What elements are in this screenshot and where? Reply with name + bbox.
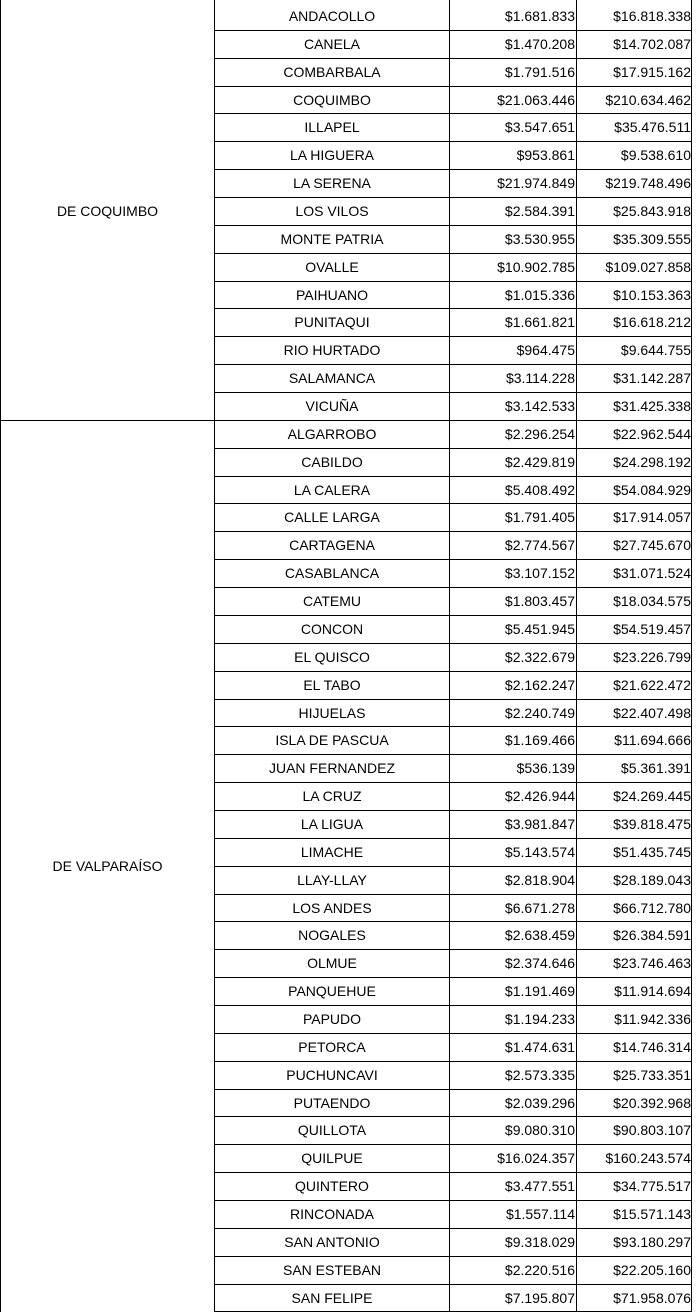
amount-total: $90.803.107 [613, 1122, 691, 1138]
amount-total: $24.269.445 [613, 788, 691, 804]
commune-name: OLMUE [307, 955, 357, 971]
commune-name: PETORCA [298, 1039, 366, 1055]
amount-value: $3.530.955 [504, 231, 575, 247]
amount-total: $15.571.143 [613, 1206, 691, 1222]
amount-value: $2.039.296 [504, 1094, 575, 1111]
amount-value: $3.114.228 [505, 370, 575, 386]
commune-name: CARTAGENA [289, 537, 375, 553]
commune-name: RIO HURTADO [283, 342, 381, 358]
amount-total: $160.243.574 [605, 1150, 691, 1166]
amount-total: $9.538.610 [620, 147, 691, 163]
amount-total: $210.634.462 [605, 91, 691, 108]
amount-value: $536.139 [516, 760, 575, 776]
amount-total: $22.962.544 [613, 426, 691, 442]
amount-value: $2.774.567 [504, 537, 575, 553]
amount-value: $3.142.533 [504, 398, 575, 414]
commune-name: SAN FELIPE [291, 1289, 373, 1306]
amount-value: $964.475 [516, 342, 575, 358]
commune-name: SAN ANTONIO [284, 1234, 380, 1250]
amount-value: $9.318.029 [504, 1234, 575, 1250]
amount-total: $31.425.338 [613, 398, 691, 414]
commune-name: LOS VILOS [295, 203, 369, 219]
commune-name: PANQUEHUE [288, 983, 376, 999]
commune-name: CABILDO [301, 454, 363, 470]
amount-total: $51.435.745 [613, 844, 691, 860]
amount-value: $1.470.208 [504, 36, 575, 52]
amount-total: $24.298.192 [613, 454, 691, 470]
amount-value: $2.818.904 [504, 872, 575, 888]
commune-name: ILLAPEL [304, 119, 360, 135]
commune-name: CANELA [303, 36, 361, 52]
amount-value: $2.162.247 [504, 677, 575, 693]
commune-name: ANDACOLLO [288, 8, 376, 24]
amount-total: $25.733.351 [613, 1067, 691, 1083]
amount-value: $3.107.152 [504, 565, 575, 581]
amount-value: $7.195.807 [504, 1289, 575, 1306]
amount-value: $953.861 [516, 147, 575, 163]
amount-value: $2.296.254 [504, 426, 575, 442]
amount-value: $1.681.833 [504, 8, 575, 24]
amount-total: $16.618.212 [613, 314, 691, 330]
commune-name: LA SERENA [293, 175, 371, 191]
amount-total: $27.745.670 [613, 537, 691, 553]
commune-name: COQUIMBO [293, 91, 371, 108]
amount-value: $1.557.114 [505, 1206, 575, 1222]
amount-value: $3.981.847 [504, 816, 575, 832]
amount-value: $1.803.457 [504, 593, 575, 609]
amount-total: $26.384.591 [613, 927, 691, 943]
commune-name: ISLA DE PASCUA [275, 732, 389, 748]
amount-value: $5.408.492 [504, 481, 575, 498]
amount-value: $2.374.646 [504, 955, 575, 971]
amount-total: $14.702.087 [613, 36, 691, 52]
commune-name: LA CRUZ [302, 788, 362, 804]
commune-name: CASABLANCA [284, 565, 380, 581]
amount-value: $9.080.310 [504, 1122, 575, 1138]
commune-name: LOS ANDES [292, 899, 372, 916]
commune-name: COMBARBALA [283, 64, 381, 80]
amount-value: $1.191.469 [504, 983, 575, 999]
amount-value: $3.547.651 [504, 119, 575, 135]
amount-total: $16.818.338 [613, 8, 691, 24]
amount-total: $5.361.391 [620, 760, 691, 776]
amount-total: $11.694.666 [614, 732, 691, 748]
amount-total: $11.942.336 [614, 1011, 691, 1027]
amount-total: $22.407.498 [613, 704, 691, 721]
commune-name: EL QUISCO [294, 649, 370, 665]
amount-value: $21.974.849 [497, 175, 575, 191]
amount-total: $54.519.457 [613, 621, 691, 637]
amount-value: $1.194.233 [504, 1011, 575, 1027]
commune-name: OVALLE [305, 259, 359, 275]
amount-total: $35.309.555 [613, 231, 691, 247]
commune-name: CATEMU [302, 593, 362, 609]
commune-name: VICUÑA [305, 398, 359, 414]
commune-name: QUILPUE [301, 1150, 363, 1166]
commune-name: JUAN FERNANDEZ [268, 760, 395, 776]
commune-name: RINCONADA [289, 1206, 374, 1222]
amount-total: $10.153.363 [613, 286, 691, 303]
commune-name: LA CALERA [293, 481, 371, 498]
amount-total: $219.748.496 [605, 175, 691, 191]
amount-value: $2.220.516 [504, 1262, 575, 1278]
amount-value: $1.791.405 [504, 509, 575, 525]
commune-name: HIJUELAS [298, 704, 366, 721]
amount-total: $35.476.511 [614, 119, 691, 135]
amount-value: $1.169.466 [504, 732, 575, 748]
amount-total: $25.843.918 [613, 203, 691, 219]
amount-value: $2.429.819 [504, 454, 575, 470]
amount-total: $9.644.755 [620, 342, 691, 358]
commune-name: CONCON [300, 621, 364, 637]
amount-total: $31.142.287 [613, 370, 691, 386]
amount-total: $66.712.780 [613, 899, 691, 916]
amount-value: $1.791.516 [504, 64, 575, 80]
commune-name: SAN ESTEBAN [282, 1262, 382, 1278]
amount-total: $109.027.858 [605, 259, 691, 275]
amount-value: $2.638.459 [504, 927, 575, 943]
amount-value: $2.240.749 [504, 704, 575, 721]
amount-value: $2.426.944 [504, 788, 575, 804]
amount-value: $1.661.821 [504, 314, 575, 330]
amount-value: $2.573.335 [504, 1067, 575, 1083]
amount-total: $17.914.057 [613, 509, 691, 525]
amount-total: $39.818.475 [613, 816, 691, 832]
amount-value: $2.584.391 [504, 203, 575, 219]
amount-value: $10.902.785 [497, 259, 575, 275]
amount-total: $54.084.929 [613, 481, 691, 498]
amount-total: $22.205.160 [613, 1262, 691, 1278]
commune-name: PUNITAQUI [294, 314, 370, 330]
amount-total: $71.958.076 [613, 1289, 691, 1306]
commune-name: PUTAENDO [293, 1094, 371, 1111]
commune-name: ALGARROBO [287, 426, 377, 442]
commune-name: LA HIGUERA [289, 147, 375, 163]
commune-name: LIMACHE [300, 844, 364, 860]
commune-name: MONTE PATRIA [280, 231, 384, 247]
amount-value: $5.143.574 [504, 844, 575, 860]
amount-value: $6.671.278 [504, 899, 575, 916]
amount-total: $23.226.799 [613, 649, 691, 665]
amount-total: $93.180.297 [613, 1234, 691, 1250]
amount-total: $23.746.463 [613, 955, 691, 971]
commune-name: CALLE LARGA [284, 509, 380, 525]
commune-name: PUCHUNCAVI [286, 1067, 378, 1083]
amount-value: $2.322.679 [504, 649, 575, 665]
amount-total: $14.746.314 [613, 1039, 691, 1055]
commune-name: SALAMANCA [288, 370, 376, 386]
amount-value: $3.477.551 [504, 1178, 575, 1194]
commune-name: QUINTERO [295, 1178, 369, 1194]
commune-name: EL TABO [303, 677, 361, 693]
commune-name: LLAY-LLAY [297, 872, 367, 888]
amount-total: $20.392.968 [613, 1094, 691, 1111]
region-name: DE COQUIMBO [56, 203, 159, 219]
amount-value: $16.024.357 [497, 1150, 575, 1166]
amount-total: $18.034.575 [613, 593, 691, 609]
commune-name: QUILLOTA [297, 1122, 367, 1138]
amount-total: $28.189.043 [613, 872, 691, 888]
amount-value: $21.063.446 [497, 91, 575, 108]
commune-name: NOGALES [298, 927, 366, 943]
amount-total: $17.915.162 [613, 64, 691, 80]
amount-value: $1.474.631 [504, 1039, 575, 1055]
amount-total: $34.775.517 [613, 1178, 691, 1194]
commune-name: PAPUDO [302, 1011, 362, 1027]
commune-name: LA LIGUA [300, 816, 364, 832]
amount-total: $11.914.694 [614, 983, 691, 999]
amount-value: $1.015.336 [504, 286, 575, 303]
amount-total: $21.622.472 [613, 677, 691, 693]
amount-total: $31.071.524 [613, 565, 691, 581]
amount-value: $5.451.945 [504, 621, 575, 637]
region-name: DE VALPARAÍSO [52, 857, 163, 874]
commune-name: PAIHUANO [295, 286, 369, 303]
